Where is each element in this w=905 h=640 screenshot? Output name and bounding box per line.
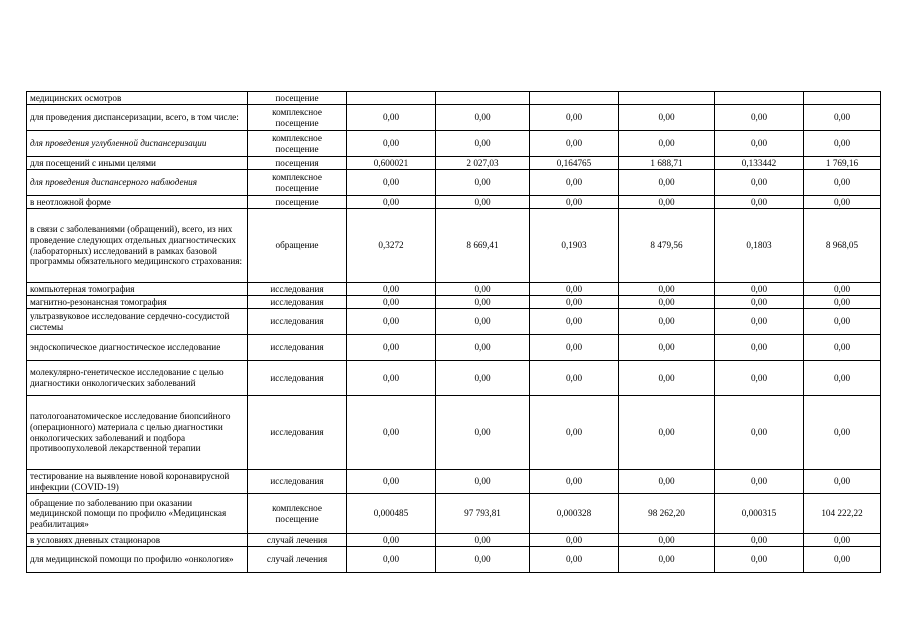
value-cell: 2 027,03 [436,157,530,170]
value-cell: 0,00 [804,335,881,361]
unit-cell: посещения [248,157,347,170]
value-cell: 0,00 [436,131,530,157]
value-cell: 0,3272 [347,209,436,283]
value-cell: 0,00 [530,396,619,470]
value-cell: 0,00 [804,105,881,131]
value-cell: 0,00 [530,361,619,396]
value-cell: 0,00 [347,196,436,209]
value-cell: 0,00 [436,361,530,396]
value-cell: 0,00 [347,335,436,361]
unit-cell: исследования [248,470,347,494]
value-cell: 0,00 [530,196,619,209]
table-row [27,283,881,296]
value-cell [619,92,715,105]
value-cell: 0,00 [347,361,436,396]
table-row [27,157,881,170]
value-cell: 0,164765 [530,157,619,170]
table-row [27,309,881,335]
table-row [27,170,881,196]
table-row [27,494,881,534]
row-name-cell: для проведения углубленной диспансеризации [27,131,248,157]
value-cell: 0,600021 [347,157,436,170]
value-cell: 0,00 [619,396,715,470]
value-cell: 0,00 [619,296,715,309]
value-cell: 0,00 [347,534,436,547]
data-table [26,91,881,573]
unit-cell: комплексное посещение [248,105,347,131]
value-cell: 0,00 [715,361,804,396]
value-cell: 0,00 [530,547,619,573]
unit-cell: посещение [248,196,347,209]
value-cell: 0,00 [436,534,530,547]
value-cell [804,92,881,105]
value-cell: 0,00 [804,361,881,396]
row-name-cell: обращение по заболеванию при оказании медицинской помощи по профилю «Медицинская реабилитация» [27,494,248,534]
value-cell [530,92,619,105]
unit-cell: исследования [248,335,347,361]
document-page [26,91,880,573]
value-cell: 8 968,05 [804,209,881,283]
value-cell: 8 479,56 [619,209,715,283]
value-cell [715,92,804,105]
value-cell: 0,00 [619,335,715,361]
value-cell: 0,00 [530,534,619,547]
value-cell: 0,00 [804,131,881,157]
value-cell: 0,00 [347,547,436,573]
table-row [27,196,881,209]
unit-cell: исследования [248,396,347,470]
value-cell: 0,00 [347,170,436,196]
value-cell: 0,00 [804,283,881,296]
table-row [27,534,881,547]
unit-cell: посещение [248,92,347,105]
value-cell: 0,00 [347,296,436,309]
value-cell: 0,00 [347,470,436,494]
value-cell: 0,00 [530,283,619,296]
value-cell: 0,00 [804,534,881,547]
unit-cell: комплексное посещение [248,170,347,196]
value-cell: 0,00 [436,470,530,494]
value-cell: 0,133442 [715,157,804,170]
value-cell: 0,00 [530,131,619,157]
unit-cell: исследования [248,283,347,296]
value-cell: 0,00 [619,105,715,131]
value-cell: 0,00 [804,296,881,309]
row-name-cell: тестирование на выявление новой коронавирусной инфекции (COVID-19) [27,470,248,494]
row-name-cell: ультразвуковое исследование сердечно-сосудистой системы [27,309,248,335]
row-name-cell: в связи с заболеваниями (обращений), всего, из них проведение следующих отдельных диагностических (лабораторных) исследований в рамках базовой программы обязательного медицинского страхования: [27,209,248,283]
value-cell: 0,00 [619,309,715,335]
value-cell: 1 769,16 [804,157,881,170]
row-name-cell: компьютерная томография [27,283,248,296]
value-cell: 0,00 [436,547,530,573]
table-row [27,361,881,396]
value-cell: 0,00 [715,534,804,547]
row-name-cell: для проведения диспансеризации, всего, в том числе: [27,105,248,131]
value-cell: 0,00 [347,283,436,296]
table-row [27,296,881,309]
value-cell: 0,1903 [530,209,619,283]
value-cell: 98 262,20 [619,494,715,534]
value-cell: 0,00 [715,283,804,296]
value-cell: 0,00 [619,131,715,157]
value-cell: 0,00 [804,547,881,573]
table-body [27,92,881,573]
table-row [27,470,881,494]
unit-cell: исследования [248,296,347,309]
value-cell: 0,00 [619,170,715,196]
value-cell: 104 222,22 [804,494,881,534]
row-name-cell: для медицинской помощи по профилю «онкология» [27,547,248,573]
value-cell: 0,00 [347,131,436,157]
value-cell: 0,00 [436,296,530,309]
table-row [27,209,881,283]
value-cell: 0,1803 [715,209,804,283]
value-cell: 0,00 [619,470,715,494]
unit-cell: комплексное посещение [248,494,347,534]
value-cell: 0,00 [530,170,619,196]
row-name-cell: в неотложной форме [27,196,248,209]
value-cell: 0,00 [715,309,804,335]
value-cell: 0,00 [436,396,530,470]
row-name-cell: медицинских осмотров [27,92,248,105]
unit-cell: обращение [248,209,347,283]
value-cell: 97 793,81 [436,494,530,534]
value-cell: 0,00 [804,196,881,209]
value-cell: 0,00 [436,196,530,209]
value-cell: 0,00 [715,170,804,196]
value-cell: 0,00 [619,283,715,296]
value-cell: 0,00 [715,396,804,470]
table-row [27,396,881,470]
table-row [27,92,881,105]
unit-cell: исследования [248,361,347,396]
table-row [27,105,881,131]
value-cell: 0,00 [530,470,619,494]
value-cell: 0,000315 [715,494,804,534]
value-cell: 1 688,71 [619,157,715,170]
value-cell: 0,00 [436,335,530,361]
value-cell: 0,00 [436,309,530,335]
value-cell: 0,00 [715,470,804,494]
value-cell: 0,00 [715,196,804,209]
value-cell: 0,000485 [347,494,436,534]
value-cell: 0,00 [436,170,530,196]
row-name-cell: молекулярно-генетическое исследование с целью диагностики онкологических заболеваний [27,361,248,396]
value-cell: 0,00 [804,396,881,470]
value-cell: 0,00 [804,170,881,196]
value-cell: 0,00 [436,105,530,131]
value-cell: 0,00 [530,309,619,335]
unit-cell: случай лечения [248,534,347,547]
value-cell: 0,00 [619,361,715,396]
row-name-cell: в условиях дневных стационаров [27,534,248,547]
value-cell: 0,00 [436,283,530,296]
value-cell: 0,00 [530,296,619,309]
value-cell: 0,00 [530,335,619,361]
row-name-cell: для посещений с иными целями [27,157,248,170]
value-cell: 0,00 [347,309,436,335]
unit-cell: комплексное посещение [248,131,347,157]
row-name-cell: патологоанатомическое исследование биопсийного (операционного) материала с целью диагностики онкологических заболеваний и подбора противоопухолевой лекарственной терапии [27,396,248,470]
row-name-cell: для проведения диспансерного наблюдения [27,170,248,196]
value-cell [347,92,436,105]
value-cell: 0,00 [804,309,881,335]
value-cell: 0,00 [715,296,804,309]
value-cell: 0,00 [530,105,619,131]
value-cell: 0,00 [619,547,715,573]
value-cell: 0,00 [804,470,881,494]
value-cell: 0,00 [715,105,804,131]
value-cell: 0,000328 [530,494,619,534]
row-name-cell: эндоскопическое диагностическое исследование [27,335,248,361]
value-cell: 8 669,41 [436,209,530,283]
unit-cell: исследования [248,309,347,335]
value-cell: 0,00 [619,196,715,209]
value-cell: 0,00 [715,335,804,361]
value-cell [436,92,530,105]
table-row [27,131,881,157]
table-row [27,547,881,573]
value-cell: 0,00 [347,105,436,131]
table-row [27,335,881,361]
row-name-cell: магнитно-резонансная томография [27,296,248,309]
value-cell: 0,00 [715,547,804,573]
value-cell: 0,00 [715,131,804,157]
unit-cell: случай лечения [248,547,347,573]
value-cell: 0,00 [347,396,436,470]
value-cell: 0,00 [619,534,715,547]
